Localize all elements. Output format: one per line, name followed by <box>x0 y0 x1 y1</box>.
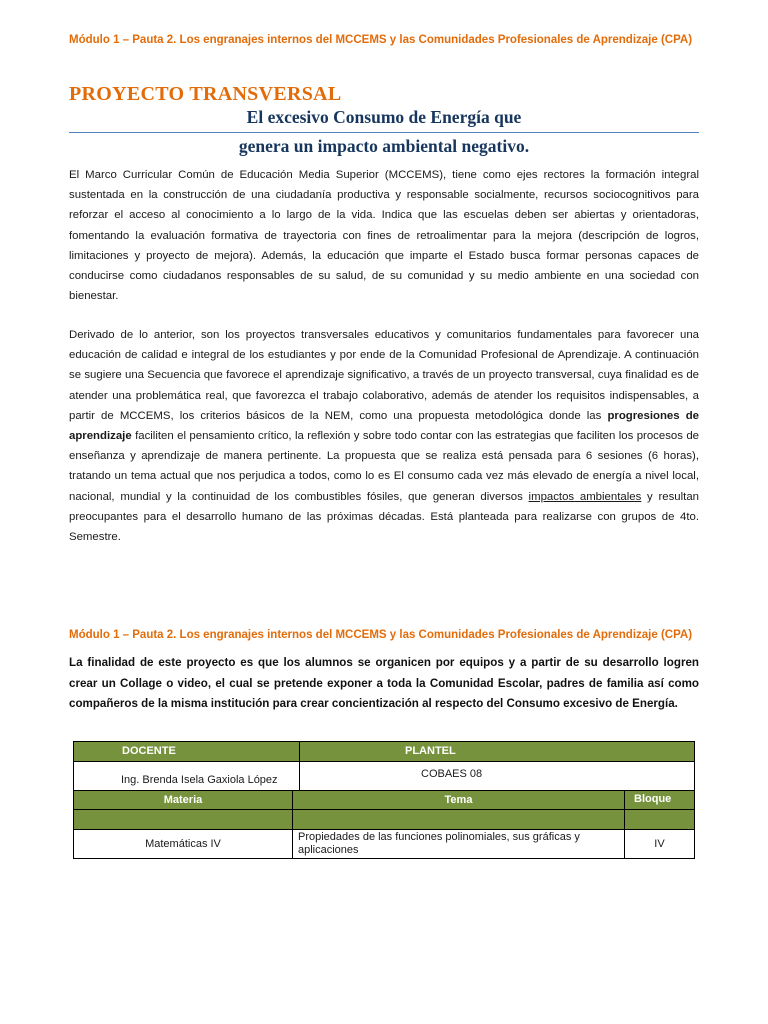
paragraph-2-part-3: y resultan preocupantes para el desarrollo humano de las próximas décadas. Está planteada para realizarse con grupos de 4to. Semestre. <box>69 490 699 544</box>
bloque-header: Bloque <box>624 790 695 810</box>
spacer-cell-tema <box>292 809 625 830</box>
subtitle-line-2: genera un impacto ambiental negativo. <box>238 136 530 156</box>
plantel-header: PLANTEL <box>299 741 695 762</box>
project-paragraph <box>69 325 699 547</box>
docente-value: Ing. Brenda Isela Gaxiola López <box>73 761 300 791</box>
module-header: Módulo 1 – Pauta 2. Los engranajes internos del MCCEMS y las Comunidades Profesionales de Aprendizaje (CPA) <box>69 34 693 46</box>
docente-header: DOCENTE <box>73 741 300 762</box>
title-divider <box>69 132 699 133</box>
goal-text: La finalidad de este proyecto es que los alumnos se organicen por equipos y a partir de su desarrollo logren crear un Collage o video, el cual se pretende exponer a toda la Comunidad Escolar, padres de familia así como compañeros de la misma institución para crear concientización al respecto del Consumo excesivo de Energía. <box>69 656 699 710</box>
page-title: PROYECTO TRANSVERSAL <box>69 83 342 105</box>
bloque-value: IV <box>624 829 695 859</box>
paragraph-2-part-2: faciliten el pensamiento crítico, la reflexión y sobre todo contar con las estrategias que faciliten los procesos de enseñanza y aprendizaje de manera pertinente. La propuesta que se realiza está pensada para 6 sesiones (6 horas), tratando un tema actual que nos perjudica a todos, como lo es El consumo cada vez más elevado de energía a nivel local, nacional, mundial y la continuidad de los combustibles fósiles, que generan diversos <box>69 430 699 503</box>
plantel-value: COBAES 08 <box>299 761 695 791</box>
paragraph-1-text: El Marco Curricular Común de Educación Media Superior (MCCEMS), tiene como ejes rectores la formación integral sustentada en la construcción de una ciudadanía productiva y responsable socialmente, recursos sociocognitivos para reforzar el acceso al conocimiento a lo largo de la vida. Indica que las escuelas deben ser abiertas y orientadoras, fomentando la evaluación formativa de trayectoria con fines de retroalimentar para la mejora (descripción de logros, limitaciones y proyecto de mejora). Además, la educación que imparte el Estado busca formar personas capaces de conducirse como ciudadanos responsables de su salud, de su comunidad y su medio ambiente en una sociedad con bienestar. <box>69 169 699 303</box>
progresiones-bold: progresiones de aprendizaje <box>69 409 699 443</box>
tema-value: Propiedades de las funciones polinomiales, sus gráficas y aplicaciones <box>292 829 625 859</box>
spacer-cell-materia <box>73 809 293 830</box>
intro-paragraph <box>69 165 699 306</box>
tema-header: Tema <box>292 790 625 810</box>
goal-paragraph <box>69 653 699 715</box>
spacer-cell-bloque <box>624 809 695 830</box>
paragraph-2-part-1: Derivado de lo anterior, son los proyectos transversales educativos y comunitarios fundamentales para favorecer una educación de calidad e integral de los estudiantes y por ende de la Comunidad Profesional de Aprendizaje. A continuación se sugiere una Secuencia que favorece el aprendizaje significativo, a través de un proyecto transversal, cuya finalidad es de atender una problemática real, que favorezca el trabajo colaborativo, además de atender los requisitos indispensables, a partir de MCCEMS, los criterios básicos de la NEM, como una propuesta metodológica donde las <box>69 329 699 422</box>
module-header-repeat: Módulo 1 – Pauta 2. Los engranajes internos del MCCEMS y las Comunidades Profesionales de Aprendizaje (CPA) <box>69 629 693 641</box>
subtitle-line-1: El excesivo Consumo de Energía que <box>246 107 522 127</box>
materia-header: Materia <box>73 790 293 810</box>
paragraph-2-text <box>69 325 699 547</box>
materia-value: Matemáticas IV <box>73 829 293 859</box>
impactos-link: impactos ambientales <box>528 490 642 503</box>
